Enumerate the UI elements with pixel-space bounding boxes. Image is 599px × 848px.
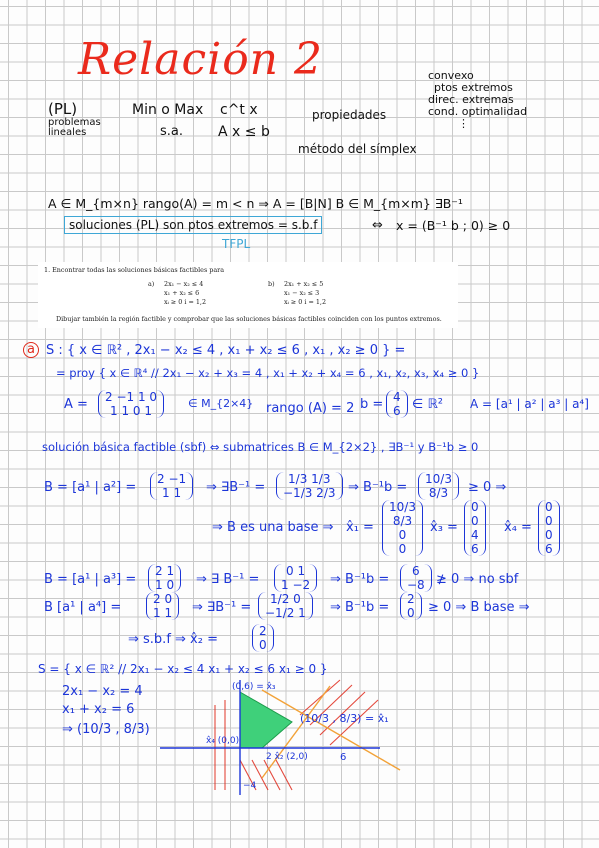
matrix-row: 1 1	[162, 486, 182, 500]
matrix-row: 2 1	[155, 564, 175, 578]
sbf-x2-label: ⇒ s.b.f ⇒ x̂₂ =	[128, 632, 218, 647]
graph-set-definition: S = { x ∈ ℝ² // 2x₁ − x₂ ≤ 4 x₁ + x₂ ≤ 6 x₁ ≥ 0 }	[38, 662, 328, 676]
matrix-row: 2 0	[153, 592, 173, 606]
page-title: Relación 2	[78, 34, 323, 85]
vector-entry: 0	[471, 500, 479, 514]
axis-label-6: 6	[340, 752, 347, 763]
system-row: xᵢ ≥ 0 i = 1,2	[284, 298, 327, 306]
vector-b-label: b =	[360, 397, 384, 412]
b12-product-label: ⇒ B⁻¹b =	[348, 480, 408, 495]
vector-b-space: ∈ ℝ²	[412, 397, 443, 412]
vector-entry: 6	[545, 542, 553, 556]
constraint-label: A x ≤ b	[218, 124, 270, 140]
x1-label: x̂₁ =	[346, 520, 374, 535]
matrix-row: 2 −1 1 0	[105, 390, 158, 404]
vector-entry: 0	[407, 606, 415, 620]
vector-entry: 0	[545, 514, 553, 528]
matrix-row: 1/2 0	[270, 592, 301, 606]
b12-result: ≥ 0 ⇒	[468, 480, 507, 495]
matrix-a-columns: A = [a¹ | a² | a³ | a⁴]	[470, 397, 589, 411]
equation-1: 2x₁ − x₂ = 4	[62, 684, 143, 699]
x4-label: x̂₄ =	[504, 520, 532, 535]
axis-label-neg4: −4	[243, 781, 257, 791]
vector-entry: 0	[398, 528, 407, 542]
vector-entry: 8/3	[428, 486, 449, 500]
matrix-row: 1 0	[155, 578, 175, 592]
vector-entry: 10/3	[425, 472, 452, 486]
pl-label: (PL)	[48, 100, 78, 118]
matrix-row: 1/3 1/3	[288, 472, 331, 486]
vector-entry: 0	[471, 514, 479, 528]
vertex-bottom-label: 2 x̂₂ (2,0)	[266, 752, 308, 762]
vector-entry: 6	[471, 542, 479, 556]
b14-result: ≥ 0 ⇒ B base ⇒	[428, 600, 530, 615]
b13-product-label: ⇒ B⁻¹b =	[330, 572, 390, 587]
b12-inverse-label: ⇒ ∃B⁻¹ =	[206, 480, 266, 495]
property-item: cond. optimalidad	[428, 105, 528, 118]
vertex-top-label: (0,6) = x̂₃	[232, 682, 276, 692]
vector-entry: 6	[412, 564, 420, 578]
feasible-region	[240, 692, 292, 748]
part-a-label: a)	[148, 280, 155, 288]
property-item: ptos extremos	[434, 81, 513, 94]
vertex-right-label: (10/3 , 8/3) = x̂₁	[300, 712, 389, 725]
vector-entry: 0	[398, 542, 407, 556]
matrix-row: 1 1 0 1	[110, 404, 153, 418]
matrix-row: 1 −2	[281, 578, 311, 592]
exercise-footer: Dibujar también la región factible y comprobar que las soluciones básicas factibles coinciden con los puntos extremos.	[56, 315, 442, 323]
exercise-statement: 1. Encontrar todas las soluciones básicas factibles para	[44, 266, 225, 274]
boxed-statement: soluciones (PL) son ptos extremos = s.b.f	[64, 216, 322, 234]
set-definition: S : { x ∈ ℝ² , 2x₁ − x₂ ≤ 4 , x₁ + x₂ ≤ 6 , x₁ , x₂ ≥ 0 } =	[46, 343, 406, 358]
property-item: ⋮	[458, 117, 469, 130]
vector-entry: 0	[545, 528, 553, 542]
objective-label: c^t x	[220, 102, 258, 118]
vertex-origin-label: x̂₄ (0,0)	[206, 736, 240, 746]
vector-entry: 4	[471, 528, 479, 542]
b14-label: B [a¹ | a⁴] =	[44, 600, 122, 615]
intersection-result: ⇒ (10/3 , 8/3)	[62, 722, 150, 737]
vector-entry: 0	[545, 500, 553, 514]
system-row: x₁ − x₂ ≤ 3	[284, 289, 320, 297]
vector-entry: 8/3	[392, 514, 413, 528]
vector-entry: 2	[407, 592, 415, 606]
property-item: direc. extremas	[428, 93, 514, 106]
projection-definition: = proy { x ∈ ℝ⁴ // 2x₁ − x₂ + x₃ = 4 , x₁ + x₂ + x₄ = 6 , x₁, x₂, x₃, x₄ ≥ 0 }	[56, 366, 480, 380]
b13-inverse-label: ⇒ ∃ B⁻¹ =	[196, 572, 260, 587]
matrix-row: 0 1	[286, 564, 306, 578]
vector-entry: 0	[259, 638, 267, 652]
matrix-row: −1/3 2/3	[283, 486, 336, 500]
base-statement: ⇒ B es una base ⇒	[212, 520, 334, 535]
x3-label: x̂₃ =	[430, 520, 458, 535]
matrix-row: 2 −1	[157, 472, 187, 486]
part-a-mark: a	[23, 342, 39, 358]
vector-entry: −8	[407, 578, 425, 592]
system-row: 2x₁ + x₂ ≤ 5	[284, 280, 324, 288]
rank-statement: A ∈ M_{m×n} rango(A) = m < n ⇒ A = [B|N] B ∈ M_{m×m} ∃B⁻¹	[48, 196, 463, 211]
b13-result: ≱ 0 ⇒ no sbf	[436, 572, 519, 587]
system-row: xᵢ ≥ 0 i = 1,2	[164, 298, 207, 306]
matrix-a-space: ∈ M_{2×4}	[188, 397, 254, 410]
basic-solution-expr: x = (B⁻¹ b ; 0) ≥ 0	[396, 218, 511, 233]
vector-entry: 6	[393, 404, 401, 418]
tfpl-label: TFPL	[222, 237, 251, 251]
matrix-row: 1 1	[153, 606, 173, 620]
b12-label: B = [a¹ | a²] =	[44, 480, 137, 495]
vector-entry: 10/3	[389, 500, 416, 514]
sa-label: s.a.	[160, 124, 184, 139]
propiedades-label: propiedades	[312, 108, 387, 122]
equivalence-arrow: ⇔	[372, 218, 383, 233]
property-item: convexo	[428, 69, 474, 82]
matrix-a-label: A =	[64, 397, 88, 412]
rank-a: rango (A) = 2	[266, 401, 355, 416]
matrix-row: −1/2 1	[265, 606, 306, 620]
b13-label: B = [a¹ | a³] =	[44, 572, 137, 587]
vector-entry: 4	[393, 390, 401, 404]
minmax-label: Min o Max	[132, 102, 204, 118]
b14-product-label: ⇒ B⁻¹b =	[330, 600, 390, 615]
b14-inverse-label: ⇒ ∃B⁻¹ =	[192, 600, 252, 615]
metodo-simplex-label: método del símplex	[298, 142, 417, 156]
part-b-label: b)	[268, 280, 275, 288]
equation-2: x₁ + x₂ = 6	[62, 702, 135, 717]
sbf-definition: solución básica factible (sbf) ⇔ submatrices B ∈ M_{2×2} , ∃B⁻¹ y B⁻¹b ≥ 0	[42, 440, 479, 454]
system-row: 2x₁ − x₂ ≤ 4	[164, 280, 204, 288]
vector-entry: 2	[259, 624, 267, 638]
pl-sub-label: problemas lineales	[48, 117, 101, 138]
system-row: x₁ + x₂ ≤ 6	[164, 289, 200, 297]
